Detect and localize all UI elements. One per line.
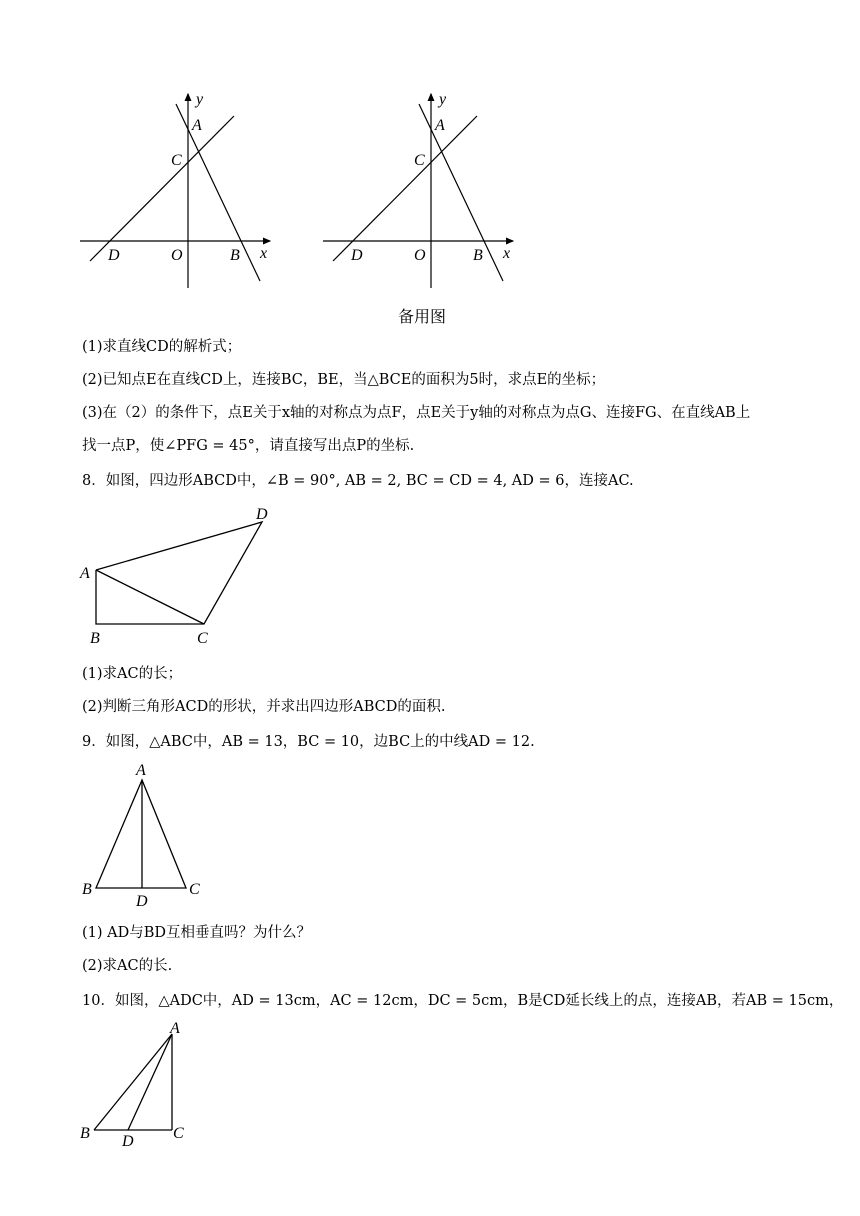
q8-part2: (2)判断三角形ACD的形状，并求出四边形ABCD的面积. xyxy=(82,699,446,715)
coordinate-graph-1 xyxy=(78,88,278,293)
label-o: O xyxy=(171,247,183,264)
coordinate-figure-2 xyxy=(321,88,521,297)
diagonal-ac xyxy=(96,570,204,624)
label-y: y xyxy=(439,91,447,108)
quadrilateral-figure xyxy=(78,502,288,654)
q7-part3-line2: 找一点P，使∠PFG = 45°，请直接写出点P的坐标. xyxy=(82,438,415,454)
quad-outline xyxy=(96,522,262,624)
label-c: C xyxy=(414,152,425,169)
label-c: C xyxy=(189,881,200,898)
q8-part1: (1)求AC的长； xyxy=(82,666,183,682)
label-b: B xyxy=(80,1125,90,1142)
label-a: A xyxy=(192,117,202,134)
triangle-outline xyxy=(96,780,186,888)
quadrilateral-svg xyxy=(78,502,288,650)
label-y: y xyxy=(196,91,204,108)
label-d: D xyxy=(108,247,120,264)
label-b: B xyxy=(82,881,92,898)
q9-part2: (2)求AC的长. xyxy=(82,958,173,974)
q10-statement: 10．如图，△ADC中，AD = 13cm，AC = 12cm，DC = 5cm，B是CD延长线上的点，连接AB，若AB = 15cm， xyxy=(82,993,844,1009)
q8-statement: 8．如图，四边形ABCD中，∠B = 90°, AB = 2, BC = CD = 4, AD = 6，连接AC. xyxy=(82,473,634,489)
q9-part1: (1) AD与BD互相垂直吗？为什么？ xyxy=(82,925,312,941)
label-o: O xyxy=(414,247,426,264)
triangle-abc-svg xyxy=(78,760,218,910)
label-c: C xyxy=(197,630,208,647)
label-a: A xyxy=(435,117,445,134)
label-x: x xyxy=(503,245,511,262)
label-d: D xyxy=(122,1133,134,1150)
segment-ad xyxy=(128,1034,172,1130)
label-b: B xyxy=(90,630,100,647)
label-d: D xyxy=(351,247,363,264)
coordinate-graph-2 xyxy=(321,88,521,293)
label-a: A xyxy=(136,762,146,779)
label-d: D xyxy=(256,506,268,523)
q7-part1: (1)求直线CD的解析式； xyxy=(82,339,242,355)
label-c: C xyxy=(171,152,182,169)
q9-statement: 9．如图，△ABC中，AB = 13，BC = 10，边BC上的中线AD = 12. xyxy=(82,734,535,750)
line-ab xyxy=(419,104,503,281)
triangle-adc-svg xyxy=(78,1018,208,1153)
line-ab xyxy=(176,104,260,281)
figure-caption: 备用图 xyxy=(398,307,447,326)
triangle-abc-figure xyxy=(78,760,218,914)
label-a: A xyxy=(80,565,90,582)
line-cd xyxy=(90,116,234,261)
label-a: A xyxy=(170,1020,180,1037)
label-d: D xyxy=(136,893,148,910)
q7-part3-line1: (3)在（2）的条件下，点E关于x轴的对称点为点F，点E关于y轴的对称点为点G、连接FG、在直线AB上 xyxy=(82,405,751,421)
label-x: x xyxy=(260,245,268,262)
label-b: B xyxy=(473,247,483,264)
segment-ab xyxy=(94,1034,172,1130)
line-cd xyxy=(333,116,477,261)
triangle-adc-figure xyxy=(78,1018,208,1157)
label-b: B xyxy=(230,247,240,264)
q7-part2: (2)已知点E在直线CD上，连接BC，BE，当△BCE的面积为5时，求点E的坐标； xyxy=(82,372,606,388)
label-c: C xyxy=(173,1125,184,1142)
coordinate-figure-1 xyxy=(78,88,278,297)
